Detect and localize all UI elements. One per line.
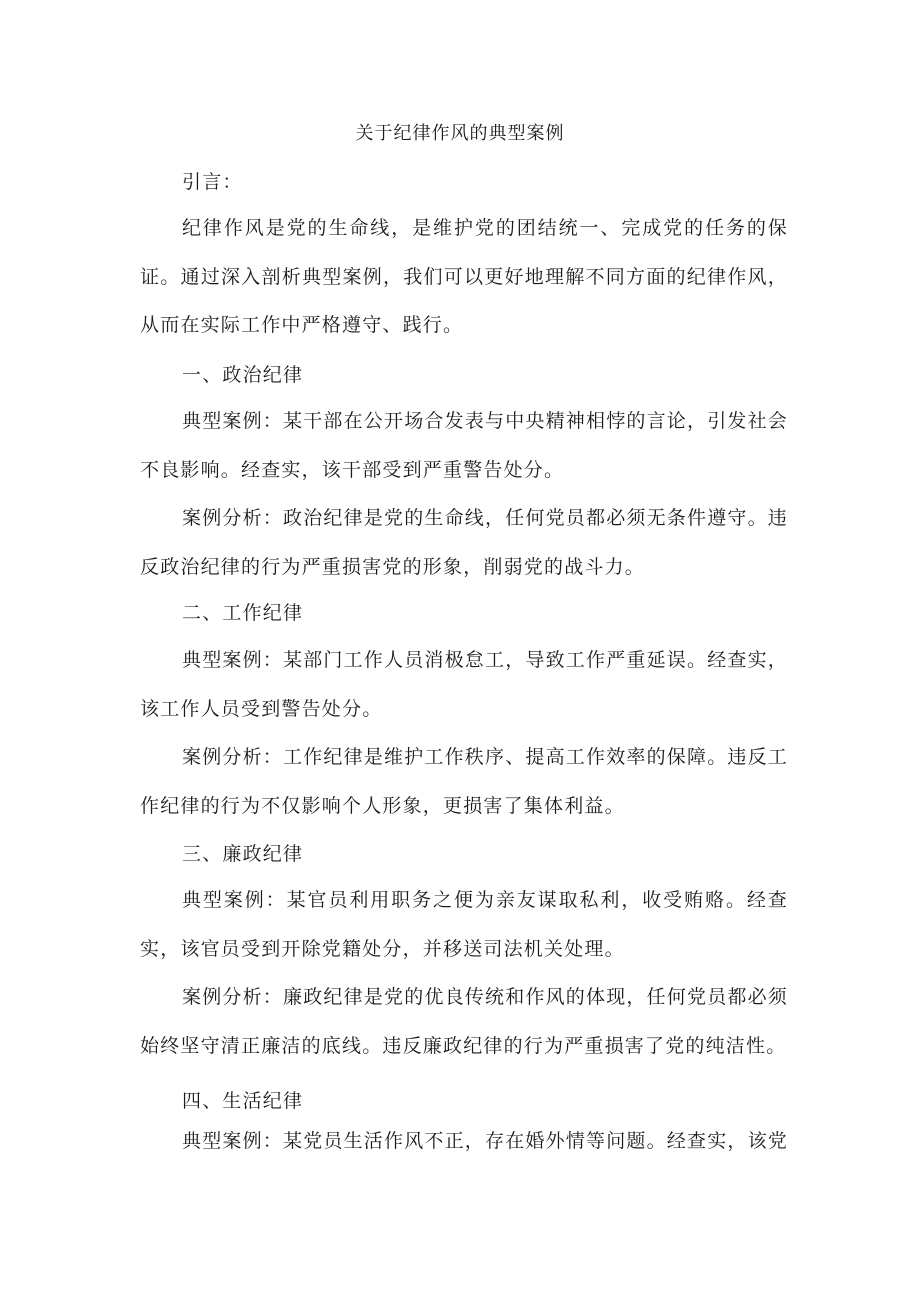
- intro-label: 引言：: [182, 171, 243, 193]
- case-paragraph-integrity: 典型案例：某官员利用职务之便为亲友谋取私利，收受贿赂。经查实，该官员受到开除党籍处分，并移送司法机关处理。: [140, 889, 788, 960]
- section-heading-integrity: 三、廉政纪律: [182, 843, 304, 865]
- section-heading-work: 二、工作纪律: [182, 602, 304, 624]
- analysis-paragraph-work: 案例分析：工作纪律是维护工作秩序、提高工作效率的保障。违反工作纪律的行为不仅影响个人形象，更损害了集体利益。: [140, 746, 789, 817]
- document-title: 关于纪律作风的典型案例: [355, 123, 565, 144]
- intro-paragraph: 纪律作风是党的生命线，是维护党的团结统一、完成党的任务的保证。通过深入剖析典型案例，我们可以更好地理解不同方面的纪律作风，从而在实际工作中严格遵守、践行。: [140, 217, 788, 336]
- case-paragraph-life: 典型案例：某党员生活作风不正，存在婚外情等问题。经查实，该党: [182, 1130, 789, 1152]
- case-paragraph-political: 典型案例：某干部在公开场合发表与中央精神相悖的言论，引发社会不良影响。经查实，该干部受到严重警告处分。: [140, 410, 789, 481]
- analysis-paragraph-political: 案例分析：政治纪律是党的生命线，任何党员都必须无条件遵守。违反政治纪律的行为严重损害党的形象，削弱党的战斗力。: [140, 507, 789, 578]
- section-heading-life: 四、生活纪律: [182, 1090, 304, 1112]
- analysis-paragraph-integrity: 案例分析：廉政纪律是党的优良传统和作风的体现，任何党员都必须始终坚守清正廉洁的底线。违反廉政纪律的行为严重损害了党的纯洁性。: [140, 986, 789, 1057]
- case-paragraph-work: 典型案例：某部门工作人员消极怠工，导致工作严重延误。经查实，该工作人员受到警告处分。: [140, 649, 789, 720]
- section-heading-political: 一、政治纪律: [182, 364, 304, 386]
